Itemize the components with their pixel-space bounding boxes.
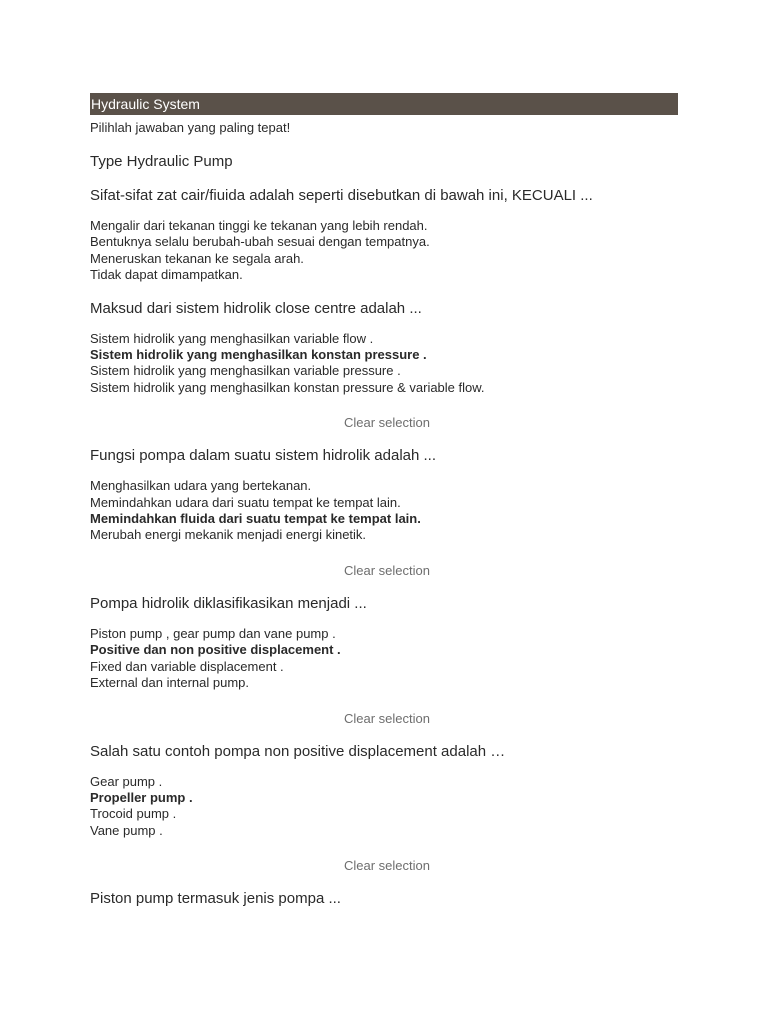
question-text: Fungsi pompa dalam suatu sistem hidrolik adalah ... — [90, 447, 437, 465]
question-block — [90, 300, 678, 432]
question-list — [90, 187, 678, 908]
answer-option[interactable]: Menghasilkan udara yang bertekanan. — [90, 478, 312, 494]
answer-options — [90, 626, 678, 692]
answer-option[interactable]: Merubah energi mekanik menjadi energi kinetik. — [90, 527, 367, 543]
question-block — [90, 890, 678, 908]
clear-selection-link[interactable]: Clear selection — [344, 858, 430, 874]
answer-options — [90, 774, 678, 840]
quiz-page — [90, 93, 678, 908]
answer-options — [90, 478, 678, 544]
answer-option[interactable]: Gear pump . — [90, 773, 163, 789]
question-text: Sifat-sifat zat cair/fiuida adalah seperti disebutkan di bawah ini, KECUALI ... — [90, 187, 593, 204]
answer-option[interactable]: Sistem hidrolik yang menghasilkan variable flow . — [90, 330, 374, 346]
question-text: Piston pump termasuk jenis pompa ... — [90, 890, 341, 908]
answer-option-selected[interactable]: Sistem hidrolik yang menghasilkan konstan pressure . — [90, 347, 427, 363]
answer-option[interactable]: Vane pump . — [90, 822, 163, 838]
answer-option[interactable]: Fixed dan variable displacement . — [90, 658, 284, 674]
answer-options — [90, 218, 678, 284]
clear-selection-container — [90, 858, 678, 874]
section-title: Type Hydraulic Pump — [90, 153, 233, 170]
answer-option-selected[interactable]: Memindahkan fluida dari suatu tempat ke tempat lain. — [90, 511, 421, 527]
question-text: Pompa hidrolik diklasifikasikan menjadi ... — [90, 594, 367, 612]
answer-option[interactable]: Bentuknya selalu berubah-ubah sesuai dengan tempatnya. — [90, 234, 430, 250]
form-title: Hydraulic System — [91, 96, 200, 112]
clear-selection-link[interactable]: Clear selection — [344, 710, 430, 726]
answer-option[interactable]: Memindahkan udara dari suatu tempat ke tempat lain. — [90, 494, 401, 510]
answer-option[interactable]: Sistem hidrolik yang menghasilkan variable pressure . — [90, 363, 401, 379]
answer-option[interactable]: Sistem hidrolik yang menghasilkan konstan pressure & variable flow. — [90, 379, 485, 395]
question-block — [90, 743, 678, 875]
clear-selection-link[interactable]: Clear selection — [344, 562, 430, 578]
question-block — [90, 187, 678, 284]
form-instruction: Pilihlah jawaban yang paling tepat! — [90, 120, 291, 135]
clear-selection-container — [90, 711, 678, 727]
answer-options — [90, 331, 678, 397]
answer-option-selected[interactable]: Propeller pump . — [90, 789, 193, 805]
question-block — [90, 447, 678, 579]
answer-option[interactable]: Meneruskan tekanan ke segala arah. — [90, 250, 304, 266]
question-text: Salah satu contoh pompa non positive displacement adalah … — [90, 742, 506, 760]
answer-option[interactable]: Trocoid pump . — [90, 806, 177, 822]
question-text: Maksud dari sistem hidrolik close centre adalah ... — [90, 299, 422, 317]
form-title-bar — [90, 93, 678, 115]
answer-option[interactable]: Mengalir dari tekanan tinggi ke tekanan yang lebih rendah. — [90, 218, 428, 233]
answer-option-selected[interactable]: Positive dan non positive displacement . — [90, 642, 341, 658]
question-block — [90, 595, 678, 727]
answer-option[interactable]: Tidak dapat dimampatkan. — [90, 267, 243, 283]
answer-option[interactable]: Piston pump , gear pump dan vane pump . — [90, 625, 336, 641]
clear-selection-link[interactable]: Clear selection — [344, 415, 430, 431]
clear-selection-container — [90, 415, 678, 431]
clear-selection-container — [90, 563, 678, 579]
answer-option[interactable]: External dan internal pump. — [90, 675, 249, 691]
